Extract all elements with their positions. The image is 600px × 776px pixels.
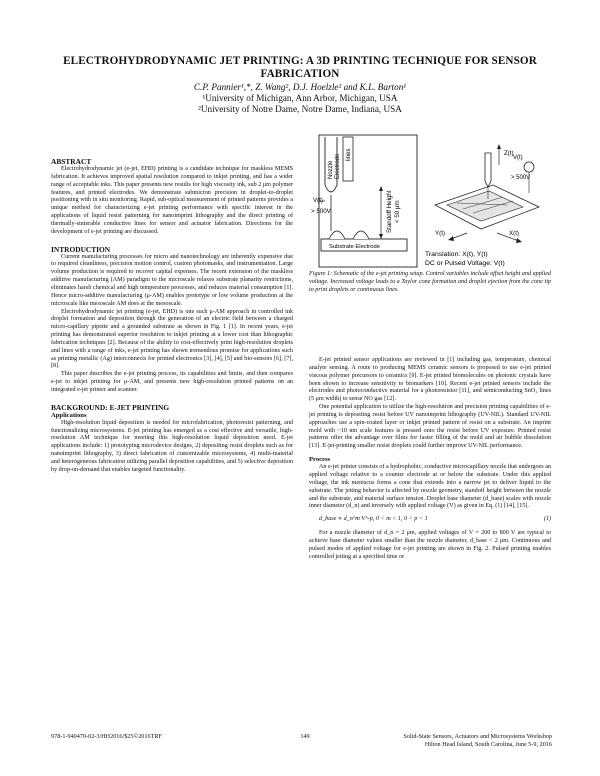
intro-paragraph-3: This paper describes the e-jet printing process, its capabilities and limits, and then compares e-jet to inkjet printing for μ-AM, and presents new high-resolution printed patterns on an integrated e-jet printer and scanner. xyxy=(51,371,293,393)
standoff-value: < 50 μm xyxy=(394,200,401,223)
figure-1-schematic xyxy=(311,133,547,269)
left-column xyxy=(51,157,293,475)
background-heading: BACKGROUND: E-JET PRINTING xyxy=(51,402,170,412)
substrate-label: Substrate Electrode xyxy=(329,244,380,250)
voltage-right-range: > 500V xyxy=(511,175,531,181)
nozzle-label: Nozzle xyxy=(328,160,334,179)
stage-panel xyxy=(435,144,539,243)
translation-label: Translation: X(t), Y(t) xyxy=(425,251,488,258)
process-paragraph: An e-jet printer consists of a hydrophobic, conductive microcapillary nozzle that undergoes an applied voltage relative to a counter electrode at or below the substrate. Under this applied voltage, the ink meniscus forms a cone that extends into a narrow jet to deliver liquid to the substrate. The jetting behavior is affected by nozzle geometry, standoff height between the nozzle and the substrate, and material surface tension. Droplet base diameter (d_base) scales with nozzle inner diameter (d_n) and inversely with applied voltage (V) as given in Eq. (1) [14], [15]. xyxy=(309,464,551,510)
electrode-label: Electrode xyxy=(335,153,341,179)
voltage-right-label: V(t) xyxy=(513,155,523,161)
footer-conference-line-1: Solid-State Sensors, Actuators and Microsystems Workshop xyxy=(403,733,552,740)
right-column xyxy=(309,357,551,561)
axis-x-label: X(t) xyxy=(509,230,519,237)
author-names: C.P. Pannier¹,*, Z. Wang², D.J. Hoelzle² and K.L. Barton¹ xyxy=(193,82,407,92)
process-subheading: Process xyxy=(309,456,331,464)
voltage-left-range: > 500V xyxy=(311,208,331,215)
affiliation-1: ¹University of Michigan, Ann Arbor, Michigan, USA xyxy=(202,93,398,103)
equation-1 xyxy=(309,516,551,524)
equation-number: (1) xyxy=(543,516,551,523)
sensor-applications-paragraph: E-jet printed sensor applications are reviewed in [1] including gas, temperature, chemical analyte sensing. A route to producing MEMS ceramic sensors is proposed to use e-jet printed viscous polymer precursors to ceramics [9]. E-jet printed biomolecules on photonic crystals have been shown to increase sensitivity to biomarkers [10]. Recent e-jet printed sensors include the electrodes and photoconductive material for a photoresistor [11], and semiconducting SnO₂ lines (5 μm width) to sense NO gas [12]. xyxy=(309,357,551,403)
equation-expression: d_base ∝ d_n^m V^-p, 0 < m < 1, 0 < p < 1 xyxy=(319,516,428,523)
standoff-label: Standoff Height xyxy=(386,190,393,233)
uv-nil-paragraph: One potential application to utilize the high-resolution and precision printing capabilities of e-jet printing is depositing resist before UV nanoimprint lithography (UV-NIL). Standard UV-NIL approaches use a spin-coated layer or inkjet printed pattern of resist on a substrate. An imprint mold with ~10 nm scale features is pressed onto the resist before UV exposure. Printed resist patterns offer the advantage over films for faster filling of the mold and air bubble dissolution [13]. E-jet-printing smaller resist droplets could further improve UV-NIL performance. xyxy=(309,404,551,450)
figure-1-caption: Figure 1: Schematic of the e-jet printing setup. Control variables include offset height and applied voltage. Increased voltage leads to a Taylor cone formation and droplet ejection from the cone tip to print droplets or continuous lines. xyxy=(309,271,551,293)
axis-z-label: Z(t) xyxy=(504,150,514,157)
paper-title: ELECTROHYDRODYNAMIC JET PRINTING: A 3D PRINTING TECHNIQUE FOR SENSOR FABRICATION xyxy=(63,55,537,80)
intro-paragraph-1: Current manufacturing processes for micro and nanotechnology are inherently expensive due to required cleanliness, precision motion control, custom photomasks, and instrumentation. Large volume production is required to recover capital expenses. The recent extension of the maskless additive manufacturing (AM) paradigm to the microscale relaxes substrate planarity restrictions, eliminates harsh chemical and high temperature processes, and reduces material consumption [1]. Hence micro-additive manufacturing (μ-AM) enables prototype or low volume production at the microscale like mesoscale AM does at the mesoscale. xyxy=(51,253,293,307)
affiliation-2: ²University of Notre Dame, Notre Dame, Indiana, USA xyxy=(198,104,402,114)
introduction-heading: INTRODUCTION xyxy=(51,244,111,254)
applications-subheading: Applications xyxy=(51,411,87,419)
footer-conference-line-2: Hilton Head Island, South Carolina, June 5-9, 2016 xyxy=(424,740,552,748)
pulse-label: DC or Pulsed Voltage: V(t) xyxy=(425,260,505,267)
axis-y-label: Y(t) xyxy=(435,230,445,237)
lines-label: lines xyxy=(346,148,352,161)
intro-paragraph-2: Electrohydrodynamic jet printing (e-jet, EHD) is one such μ-AM approach in controlled ink droplet formation and deposition through the generation of an electric field between a charged micro-capillary pipette and a grounded substrate as shown in Fig. 1 [1]. In recent years, e-jet printing has demonstrated superior resolution to inkjet printing at a lower cost than lithographic fabrication techniques [2]. Because of the ability to cost-effectively print high-resolution droplets and lines with a range of inks, e-jet printing has shown tremendous promise for applications such as printing metallic (Ag) interconnects for printed electronics [3], [4], [5] and bio-sensors [6], [7], [8]. xyxy=(51,308,293,370)
footer-conference xyxy=(356,733,552,748)
page-number: 149 xyxy=(300,733,310,740)
abstract-heading: ABSTRACT xyxy=(51,157,92,166)
voltage-left-label: V(t) xyxy=(313,197,323,204)
nozzle-diameter-paragraph: For a nozzle diameter of d_n = 2 μm, applied voltages of V = 200 to 800 V are typical to achieve base diameter values smaller than the nozzle diameter, d_base < 2 μm. Continuous and pulsed modes of applied voltage for e-jet printing are shown in Fig. 2. Pulsed printing enables controlled jetting at a specified time or xyxy=(309,530,551,560)
author-block xyxy=(40,82,560,115)
abstract-text: Electrohydrodynamic jet (e-jet, EHD) printing is a candidate technique for maskless MEMS fabrication. It achieves improved spatial resolution compared to inkjet printing, and has a wider range of acceptable inks. This paper presents new results for high viscosity ink, sub 2 μm polymer features, and printed electrodes. We demonstrate submicron precision in droplet-to-droplet positioning with in situ monitoring. Rapid, sub-optical measurement of printed patterns provides a unique method for characterizing e-jet printing performance with specific interest in the applications of liquid resist patterning for nanoimprint lithography and the direct printing of thermally-sinterable conductive lines for sensor and actuator fabrication. Directions for the development of e-jet printing are discussed. xyxy=(51,166,293,235)
applications-paragraph: High-resolution liquid deposition is needed for microfabrication, photoresist patterning, and functionalizing microsystems. E-jet printing has emerged as a cost effective and versatile, high-resolution AM technique for meeting this high-resolution liquid deposition need. E-jet applications include: 1) prototyping microdevice designs, 2) depositing resist droplets such as for nanoimprint lithography, 3) direct fabrication of customizable microsystems, 4) multi-material and heterogeneous fabrication utilizing parallel deposition capabilities, and 5) selective deposition by drop-on-demand that enables targeted functionality. xyxy=(51,419,293,473)
footer-isbn: 978-1-940470-02-3/HH2016/$25©2016TRF xyxy=(51,733,162,740)
